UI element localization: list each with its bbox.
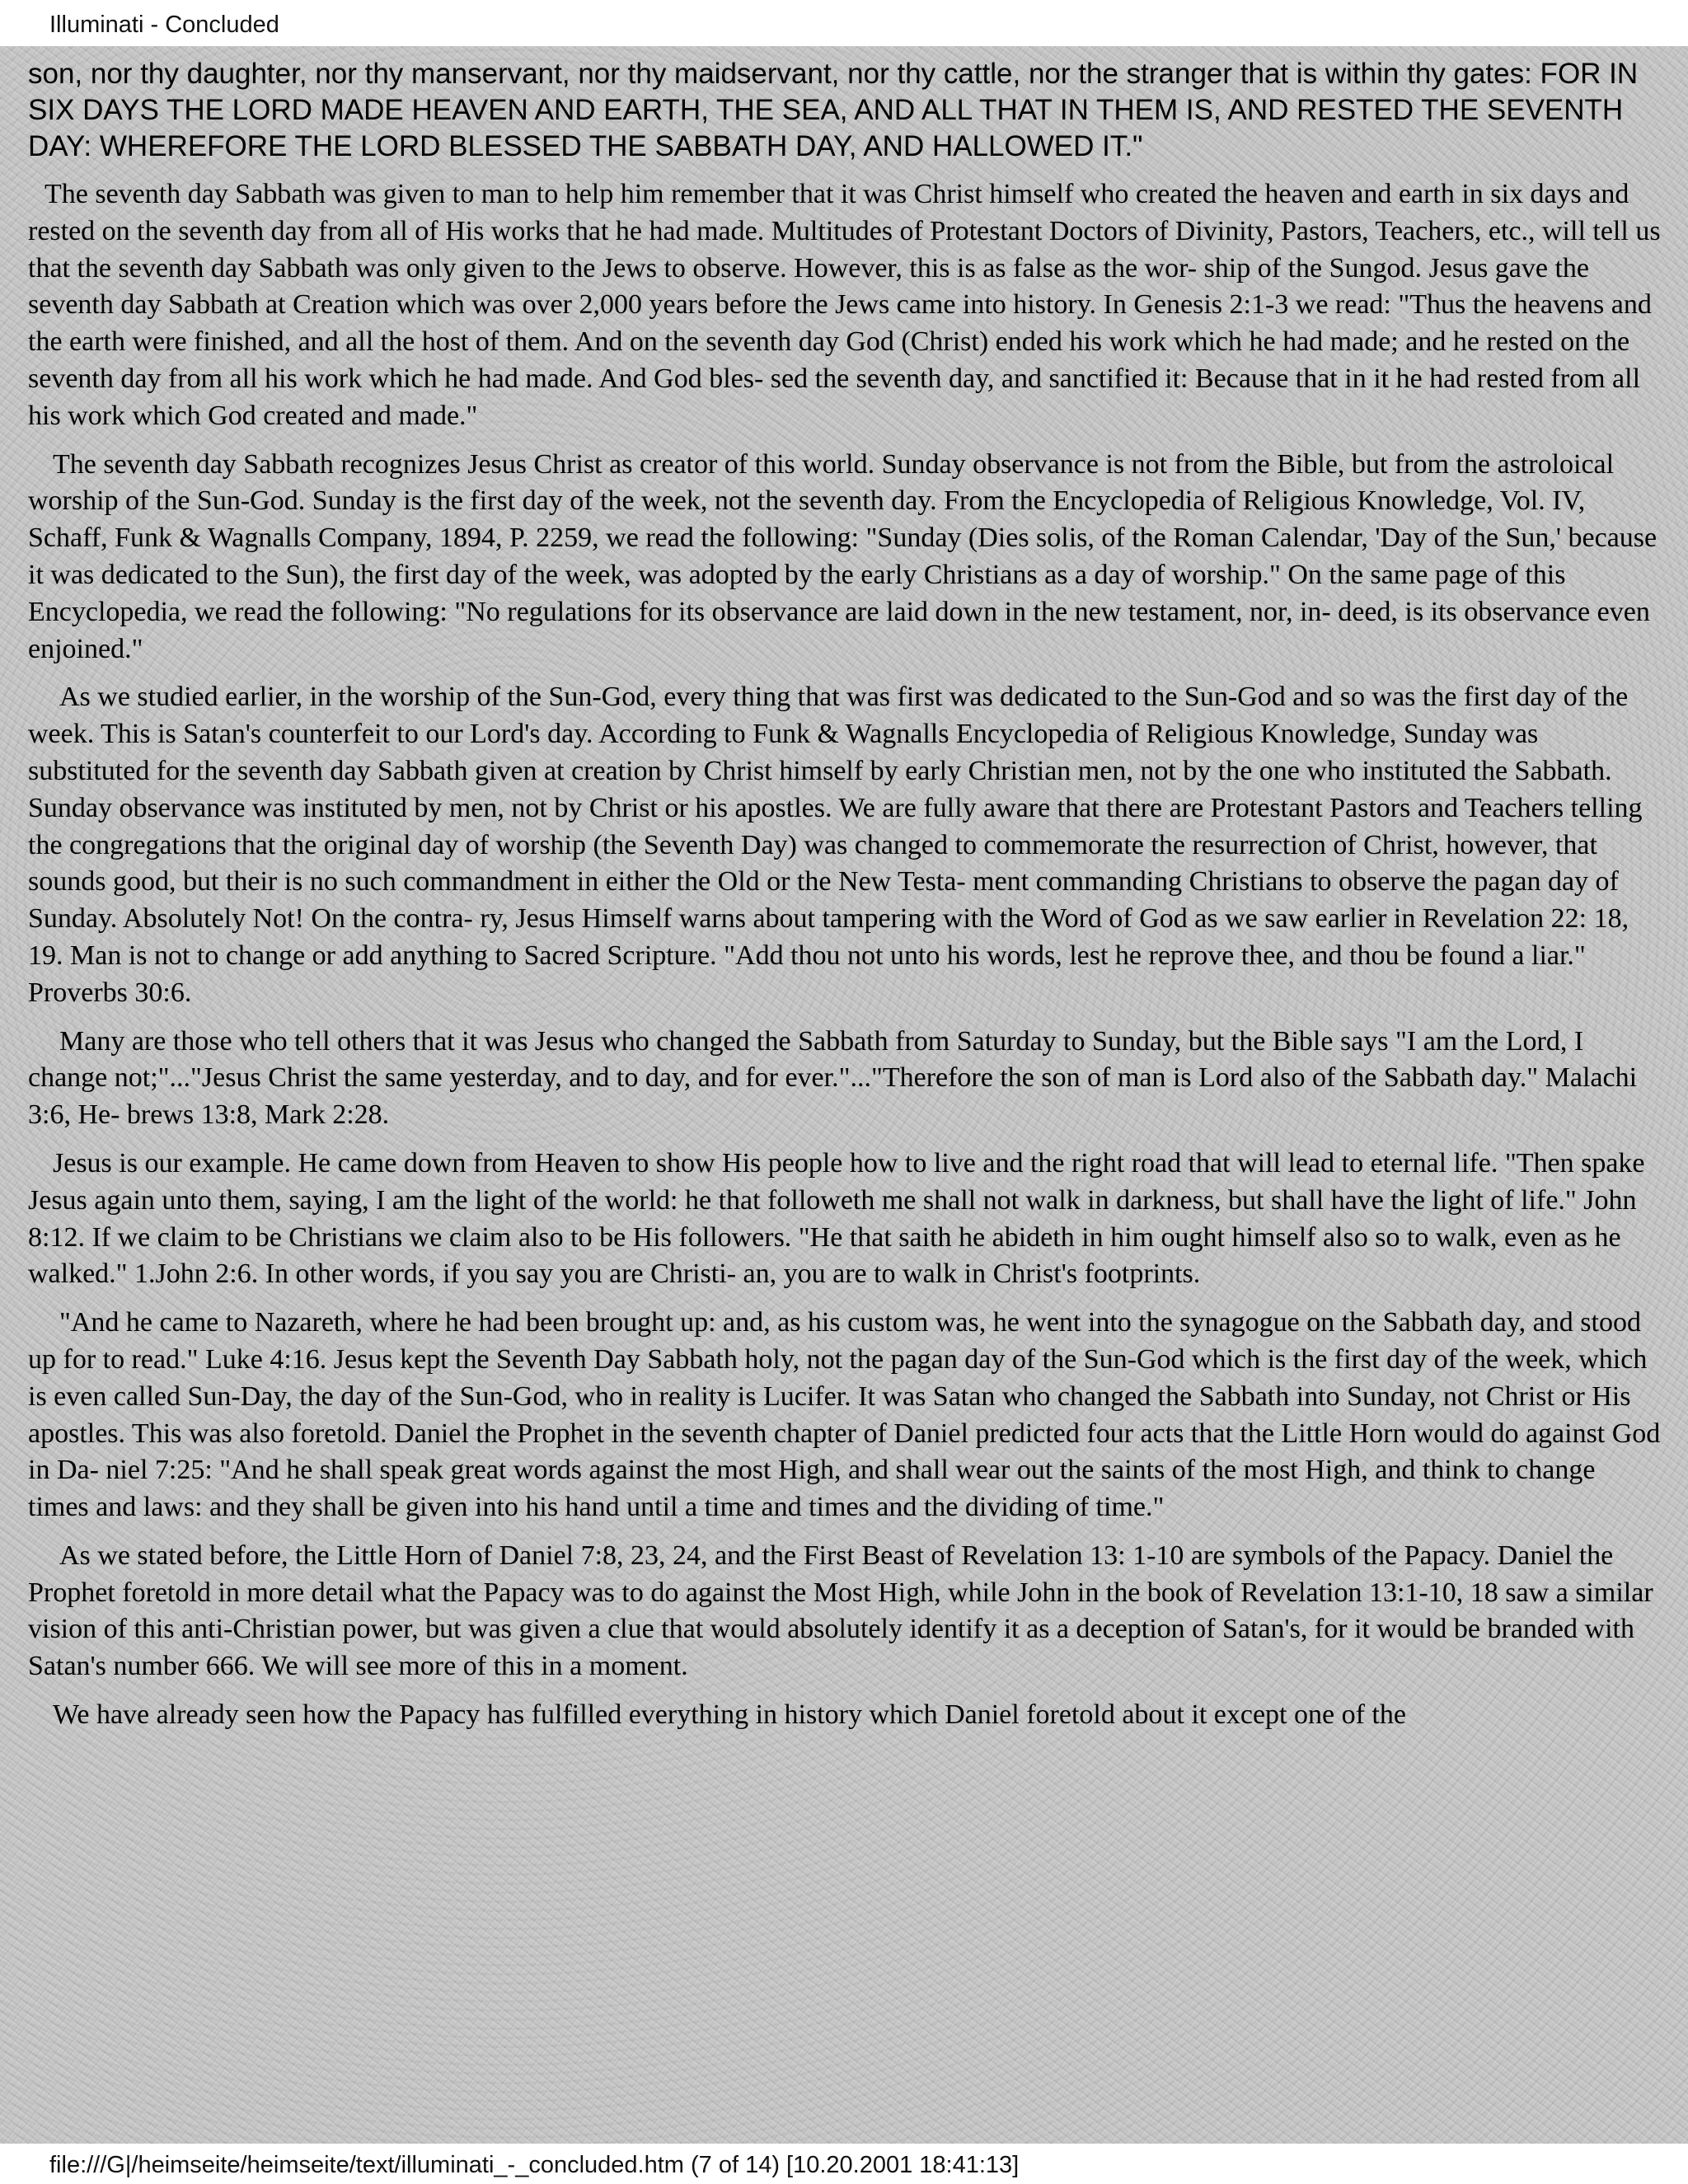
paragraph-9: We have already seen how the Papacy has fulfilled everything in history which Daniel foretold about it except one of the — [53, 1699, 1406, 1731]
paragraph-7: "And he came to Nazareth, where he had been brought up: and, as his custom was, he went into the synagogue on the Sabbath day, and stood up for to read." Luke 4:16. Jesus kept the Seventh Day Sabbath holy, not the pagan day of the Sun-God which is the first day of the week, which is even called Sun-Day, the day of the Sun-God, who in reality is Lucifer. It was Satan who changed the Sabbath into Sunday, not Christ or His apostles. This was also foretold. Daniel the Prophet in the seventh chapter of Daniel predicted four acts that the Little Horn would do against God in Da- niel 7:25: "And he shall speak great words against the most High, and shall wear out the saints of the most High, and think to change times and laws: and they shall be given into his hand until a time and times and the dividing of time." — [28, 1307, 1661, 1523]
paragraph-5: Many are those who tell others that it was Jesus who changed the Sabbath from Saturday to Sunday, but the Bible says "I am the Lord, I change not;"..."Jesus Christ the same yesterday, and to day, and for ever."..."Therefore the son of man is Lord also of the Sabbath day." Malachi 3:6, He- brews 13:8, Mark 2:28. — [28, 1025, 1638, 1131]
source-url: file:///G|/heimseite/heimseite/text/illuminati_-_concluded.htm (7 of 14) [10.20.2001 18:41:13] — [49, 2152, 1020, 2178]
paragraph-2: The seventh day Sabbath was given to man to help him remember that it was Christ himself who created the heaven and earth in six days and rested on the seventh day from all of His works that he had made. Multitudes of Protestant Doctors of Divinity, Pastors, Teachers, etc., will tell us that the seventh day Sabbath was only given to the Jews to observe. However, this is as false as the wor- ship of the Sungod. Jesus gave the seventh day Sabbath at Creation which was over 2,000 years before the Jews came into history. In Genesis 2:1-3 we read: "Thus the heavens and the earth were finished, and all the host of them. And on the seventh day God (Christ) ended his work which he had made; and he rested on the seventh day from all his work which he had made. And God bles- sed the seventh day, and sanctified it: Because that in it he had rested from all his work which God created and made." — [28, 179, 1661, 431]
paragraph-6: Jesus is our example. He came down from Heaven to show His people how to live and the right road that will lead to eternal life. "Then spake Jesus again unto them, saying, I am the light of the world: he that followeth me shall not walk in darkness, but shall have the light of life." John 8:12. If we claim to be Christians we claim also to be His followers. "He that saith he abideth in him ought himself also so to walk, even as he walked." 1.John 2:6. In other words, if you say you are Christi- an, you are to walk in Christ's footprints. — [28, 1147, 1645, 1290]
paragraph-1: son, nor thy daughter, nor thy manservant, nor thy maidservant, nor thy cattle, nor the stranger that is within thy gates: FOR IN SIX DAYS THE LORD MADE HEAVEN AND EARTH, THE SEA, AND ALL THAT IN THEM IS, AND RESTED THE SEVENTH DAY: WHEREFORE THE LORD BLESSED THE SABBATH DAY, AND HALLOWED IT." — [28, 58, 1639, 162]
paragraph-4: As we studied earlier, in the worship of the Sun-God, every thing that was first was dedicated to the Sun-God and so was the first day of the week. This is Satan's counterfeit to our Lord's day. According to Funk & Wagnalls Encyclopedia of Religious Knowledge, Sunday was substituted for the seventh day Sabbath given at creation by Christ himself by early Christian men, not by the one who instituted the Sabbath. Sunday observance was instituted by men, not by Christ or his apostles. We are fully aware that there are Protestant Pastors and Teachers telling the congregations that the original day of worship (the Seventh Day) was changed to commemorate the resurrection of Christ, however, that sounds good, but their is no such commandment in either the Old or the New Testa- ment commanding Christians to observe the pagan day of Sunday. Absolutely Not! On the contra- ry, Jesus Himself warns about tampering with the Word of God as we saw earlier in Revelation 22: 18, 19. Man is not to change or add anything to Sacred Scripture. "Add thou not unto his words, lest he reprove thee, and thou be found a liar." Proverbs 30:6. — [28, 682, 1643, 1008]
article-text — [28, 56, 1662, 1746]
page-content — [0, 46, 1688, 2144]
paragraph-8: As we stated before, the Little Horn of Daniel 7:8, 23, 24, and the First Beast of Revelation 13: 1-10 are symbols of the Papacy. Daniel the Prophet foretold in more detail what the Papacy was to do against the Most High, while John in the book of Revelation 13:1-10, 18 saw a similar vision of this anti-Christian power, but was given a clue that would absolutely identify it as a deception of Satan's, for it would be branded with Satan's number 666. We will see more of this in a moment. — [28, 1540, 1653, 1682]
paragraph-3: The seventh day Sabbath recognizes Jesus Christ as creator of this world. Sunday observance is not from the Bible, but from the astroloical worship of the Sun-God. Sunday is the first day of the week, not the seventh day. From the Encyclopedia of Religious Knowledge, Vol. IV, Schaff, Funk & Wagnalls Company, 1894, P. 2259, we read the following: "Sunday (Dies solis, of the Roman Calendar, 'Day of the Sun,' because it was dedicated to the Sun), the first day of the week, was adopted by the early Christians as a day of worship." On the same page of this Encyclopedia, we read the following: "No regulations for its observance are laid down in the new testament, nor, in- deed, is its observance even enjoined." — [28, 448, 1658, 664]
page-title: Illuminati - Concluded — [49, 12, 279, 38]
print-header — [0, 0, 1688, 46]
print-footer — [0, 2144, 1688, 2184]
